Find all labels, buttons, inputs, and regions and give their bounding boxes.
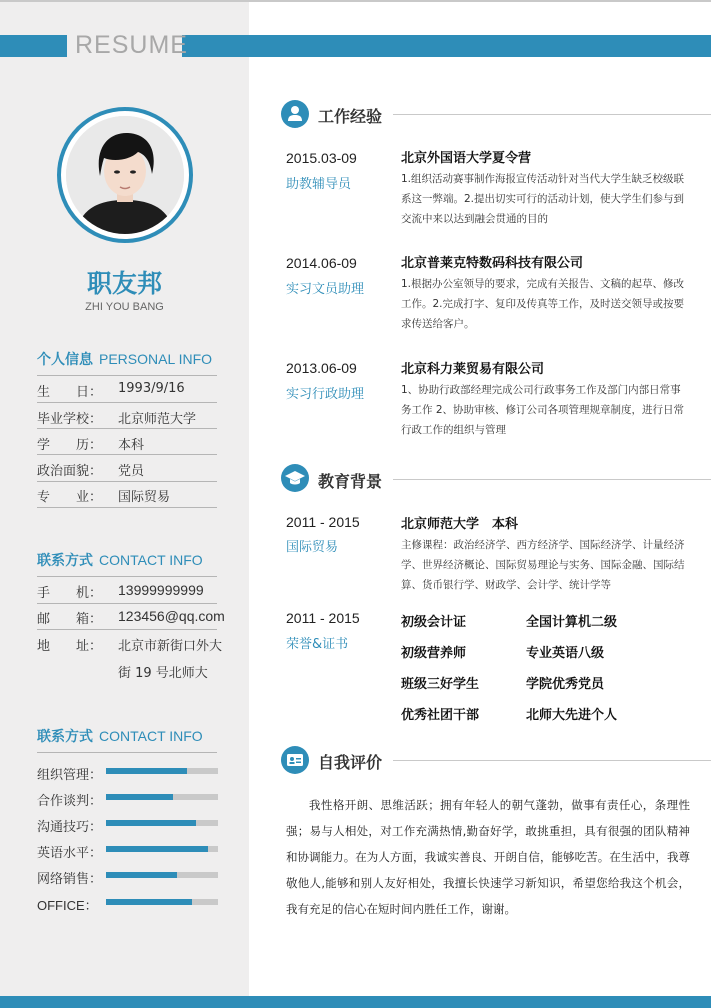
info-label-birthday: 生 日： xyxy=(37,385,103,400)
honor-item: 初级会计证 xyxy=(401,615,467,630)
contact-info-title xyxy=(37,550,203,570)
info-label-degree: 学 历： xyxy=(37,438,103,453)
divider xyxy=(37,576,217,577)
work-role: 实习文员助理 xyxy=(286,282,365,297)
skill-label: 组织管理： xyxy=(37,768,103,783)
honor-item: 专业英语八级 xyxy=(526,646,605,661)
info-value-birthday: 1993/9/16 xyxy=(118,381,185,396)
work-desc: 1、协助行政部经理完成公司行政事务工作及部门内部日常事务工作 2、协助审核、修订公司各项管理规章制度，进行日常行政工作的组织与管理 xyxy=(401,384,685,436)
work-desc: 1.组织活动赛事制作海报宣传活动针对当代大学生缺乏校级联系这一弊端。2.提出切实可行的活动计划，使大学生们参与到交流中来以达到融会贯通的目的 xyxy=(401,173,685,225)
work-org: 北京普莱克特数码科技有限公司 xyxy=(401,256,584,271)
work-section-title: 工作经验 xyxy=(318,107,383,126)
contact-value-email: 123456@qq.com xyxy=(118,608,225,624)
skills-title-cn: 联系方式 xyxy=(37,729,93,745)
skill-bar xyxy=(106,846,218,852)
self-eval-section-title: 自我评价 xyxy=(318,753,383,772)
info-label-politics: 政治面貌： xyxy=(37,464,103,479)
education-date: 2011 - 2015 xyxy=(286,514,360,530)
work-desc: 1.根据办公室领导的要求，完成有关报告、文稿的起草、修改工作。2.完成打字、复印及传真等工作，及时送交领导或按要求传送给客户。 xyxy=(401,278,685,330)
work-role: 助教辅导员 xyxy=(286,177,352,192)
honors-date: 2011 - 2015 xyxy=(286,610,360,626)
header-bar-right xyxy=(182,35,711,57)
divider xyxy=(37,507,217,508)
honor-item: 学院优秀党员 xyxy=(526,677,605,692)
skill-bar-fill xyxy=(106,846,208,852)
info-label-school: 毕业学校： xyxy=(37,412,103,427)
contact-value-phone: 13999999999 xyxy=(118,582,204,598)
education-major: 国际贸易 xyxy=(286,540,339,555)
skill-bar-fill xyxy=(106,899,192,905)
work-role: 实习行政助理 xyxy=(286,387,365,402)
contact-label-address: 地 址： xyxy=(37,639,103,654)
section-rule xyxy=(393,114,711,115)
contact-info-title-en: CONTACT INFO xyxy=(99,552,203,568)
skill-bar xyxy=(106,872,218,878)
contact-value-address-line1: 北京市新街口外大 xyxy=(118,639,223,654)
honor-item: 北师大先进个人 xyxy=(526,708,618,723)
contact-info-title-cn: 联系方式 xyxy=(37,553,93,569)
section-rule xyxy=(393,479,711,480)
honor-item: 优秀社团干部 xyxy=(401,708,480,723)
divider xyxy=(37,454,217,455)
footer-bar xyxy=(0,996,711,1008)
divider xyxy=(37,402,217,403)
work-date: 2013.06-09 xyxy=(286,360,357,376)
info-value-school: 北京师范大学 xyxy=(118,412,197,427)
person-name-en: ZHI YOU BANG xyxy=(85,301,164,313)
skills-title xyxy=(37,726,203,746)
work-date: 2014.06-09 xyxy=(286,255,357,271)
skill-bar xyxy=(106,820,218,826)
skill-bar-fill xyxy=(106,794,173,800)
skill-label: OFFICE： xyxy=(37,898,98,913)
skill-bar xyxy=(106,768,218,774)
skill-bar-fill xyxy=(106,872,177,878)
honor-item: 初级营养师 xyxy=(401,646,467,661)
skill-bar-fill xyxy=(106,768,187,774)
personal-info-title xyxy=(37,349,212,369)
avatar-illustration xyxy=(66,116,184,234)
skill-bar xyxy=(106,899,218,905)
resume-heading: RESUME xyxy=(75,31,188,59)
work-org: 北京外国语大学夏令营 xyxy=(401,151,532,166)
section-rule xyxy=(393,760,711,761)
skills-title-en: CONTACT INFO xyxy=(99,728,203,744)
work-org: 北京科力莱贸易有限公司 xyxy=(401,362,545,377)
id-card-icon xyxy=(281,746,309,774)
personal-info-title-cn: 个人信息 xyxy=(37,352,93,368)
divider xyxy=(37,481,217,482)
skill-bar-fill xyxy=(106,820,196,826)
profile-photo-frame xyxy=(57,107,193,243)
info-label-major: 专 业： xyxy=(37,490,103,505)
divider xyxy=(37,629,217,630)
skill-label: 沟通技巧： xyxy=(37,820,103,835)
graduation-cap-icon xyxy=(281,464,309,492)
divider xyxy=(37,428,217,429)
self-eval-text: 我性格开朗、思维活跃；拥有年轻人的朝气蓬勃，做事有责任心，条理性强；易与人相处，对工作充满热情,勤奋好学，敢挑重担，具有很强的团队精神和协调能力。在为人方面，我诚实善良、开朗自信，能够吃苦。在生活中，我尊敬他人,能够和别人友好相处，我擅长快速学习新知识，希望您给我这个机会，我有充足的信心在短时间内胜任工作，谢谢。 xyxy=(286,798,690,916)
honor-item: 班级三好学生 xyxy=(401,677,480,692)
contact-label-phone: 手 机： xyxy=(37,586,103,601)
profile-photo xyxy=(66,116,184,234)
info-value-politics: 党员 xyxy=(118,464,145,479)
contact-value-address-line2: 街 19 号北师大 xyxy=(118,666,208,681)
divider xyxy=(37,375,217,376)
honor-item: 全国计算机二级 xyxy=(526,615,618,630)
header-bar-left xyxy=(0,35,67,57)
contact-label-email: 邮 箱： xyxy=(37,612,103,627)
info-value-degree: 本科 xyxy=(118,438,145,453)
honors-label: 荣誉&证书 xyxy=(286,637,349,652)
briefcase-person-icon xyxy=(281,100,309,128)
divider xyxy=(37,603,217,604)
skill-label: 英语水平： xyxy=(37,846,103,861)
skill-bar xyxy=(106,794,218,800)
work-date: 2015.03-09 xyxy=(286,150,357,166)
divider xyxy=(37,752,217,753)
skill-label: 合作谈判： xyxy=(37,794,103,809)
personal-info-title-en: PERSONAL INFO xyxy=(99,351,213,367)
skill-label: 网络销售： xyxy=(37,872,103,887)
education-section-title: 教育背景 xyxy=(318,472,383,491)
info-value-major: 国际贸易 xyxy=(118,490,171,505)
person-name: 职友邦 xyxy=(86,269,162,298)
education-courses: 主修课程：政治经济学、西方经济学、国际经济学、计量经济学、世界经济概论、国际贸易理论与实务、国际金融、国际结算、货币银行学、财政学、会计学、统计学等 xyxy=(401,539,685,591)
education-school: 北京师范大学 本科 xyxy=(401,517,519,532)
